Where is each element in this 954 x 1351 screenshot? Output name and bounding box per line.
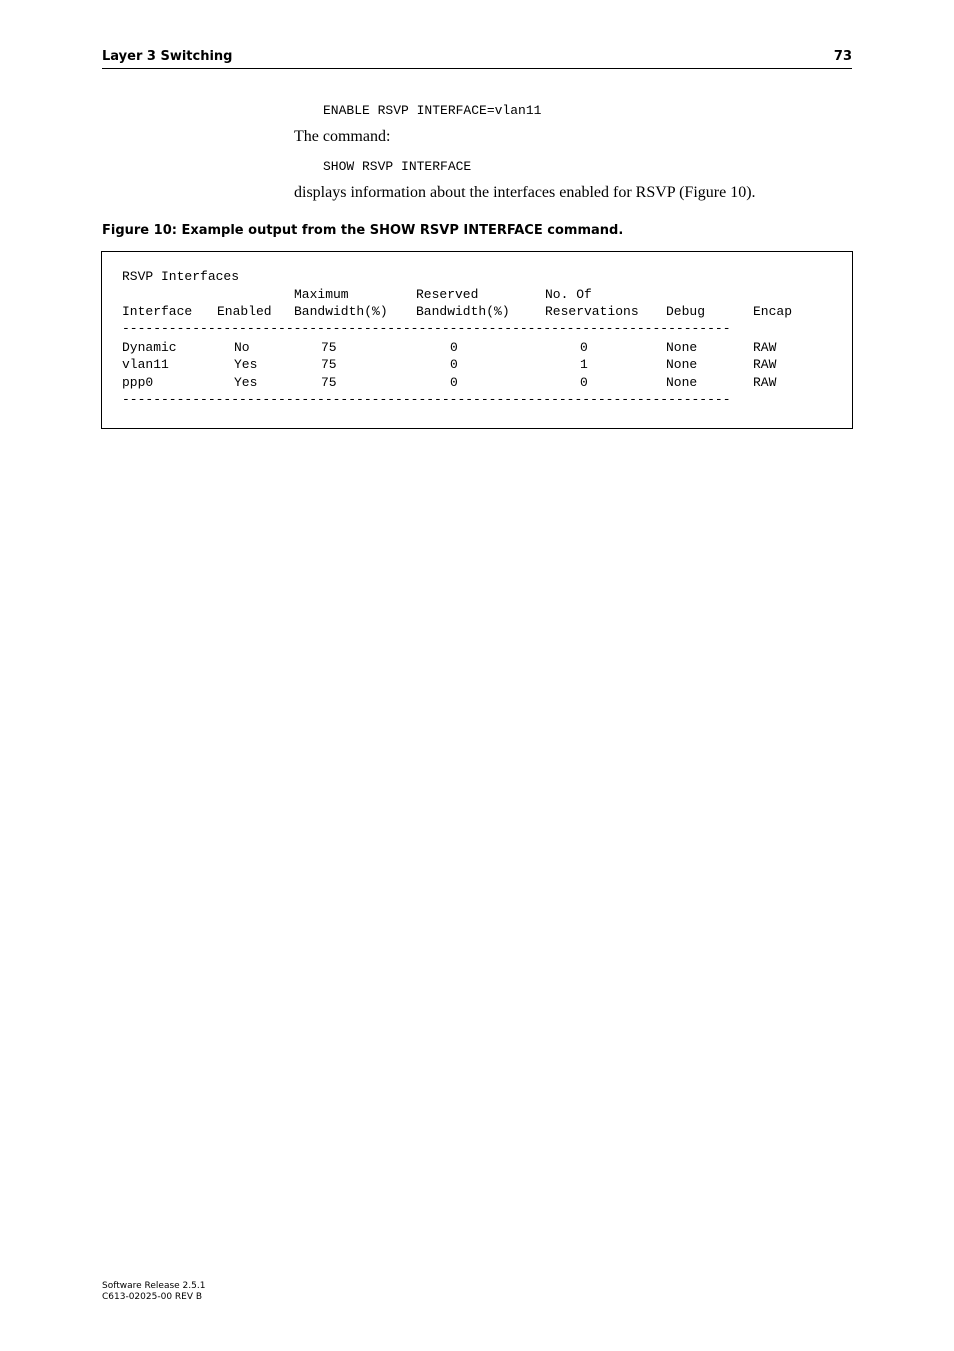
cli-col-reservations: Reservations xyxy=(545,304,639,319)
cli-col-res-bandwidth: Bandwidth(%) xyxy=(416,304,510,319)
section-title: Layer 3 Switching xyxy=(102,49,233,64)
page-footer xyxy=(102,1281,205,1303)
cli-row-debug: None xyxy=(666,375,698,390)
cli-separator-top: ------------------------------------------------------------------------------ xyxy=(122,321,731,336)
footer-release: Software Release 2.5.1 xyxy=(102,1281,206,1291)
cli-row-reservations: 0 xyxy=(580,375,588,390)
cli-output-box xyxy=(101,251,853,429)
cli-row-max-bw: 75 xyxy=(321,375,337,390)
footer-doc-id: C613-02025-00 REV B xyxy=(102,1292,203,1302)
cli-row-encap: RAW xyxy=(753,375,777,390)
cli-row-interface: vlan11 xyxy=(122,357,169,372)
page-number: 73 xyxy=(833,49,852,64)
cli-row-enabled: Yes xyxy=(234,357,258,372)
cli-row-max-bw: 75 xyxy=(321,357,337,372)
cli-row-interface: Dynamic xyxy=(122,340,177,355)
cli-row-res-bw: 0 xyxy=(450,340,458,355)
cli-separator-bottom: ------------------------------------------------------------------------------ xyxy=(122,392,731,407)
command-enable-rsvp: ENABLE RSVP INTERFACE=vlan11 xyxy=(323,103,542,118)
cli-row-debug: None xyxy=(666,357,698,372)
cli-col-enabled: Enabled xyxy=(217,304,272,319)
cli-header-maximum: Maximum xyxy=(294,287,349,302)
cli-col-max-bandwidth: Bandwidth(%) xyxy=(294,304,388,319)
cli-row-encap: RAW xyxy=(753,340,777,355)
cli-row-interface: ppp0 xyxy=(122,375,154,390)
cli-col-encap: Encap xyxy=(753,304,793,319)
figure-caption: Figure 10: Example output from the SHOW RSVP INTERFACE command. xyxy=(102,223,624,238)
cli-row-enabled: Yes xyxy=(234,375,258,390)
page-header xyxy=(102,48,852,69)
command-show-rsvp: SHOW RSVP INTERFACE xyxy=(323,159,472,174)
cli-header-no-of: No. Of xyxy=(545,287,592,302)
cli-row-res-bw: 0 xyxy=(450,357,458,372)
cli-row-reservations: 1 xyxy=(580,357,588,372)
cli-row-enabled: No xyxy=(234,340,250,355)
cli-col-debug: Debug xyxy=(666,304,706,319)
cli-row-debug: None xyxy=(666,340,698,355)
body-text-command-intro: The command: xyxy=(294,128,391,145)
cli-col-interface: Interface xyxy=(122,304,193,319)
cli-row-res-bw: 0 xyxy=(450,375,458,390)
cli-header-reserved: Reserved xyxy=(416,287,479,302)
cli-heading: RSVP Interfaces xyxy=(122,269,240,284)
cli-row-encap: RAW xyxy=(753,357,777,372)
body-text-description: displays information about the interfaces enabled for RSVP (Figure 10). xyxy=(294,184,756,201)
cli-row-reservations: 0 xyxy=(580,340,588,355)
cli-row-max-bw: 75 xyxy=(321,340,337,355)
